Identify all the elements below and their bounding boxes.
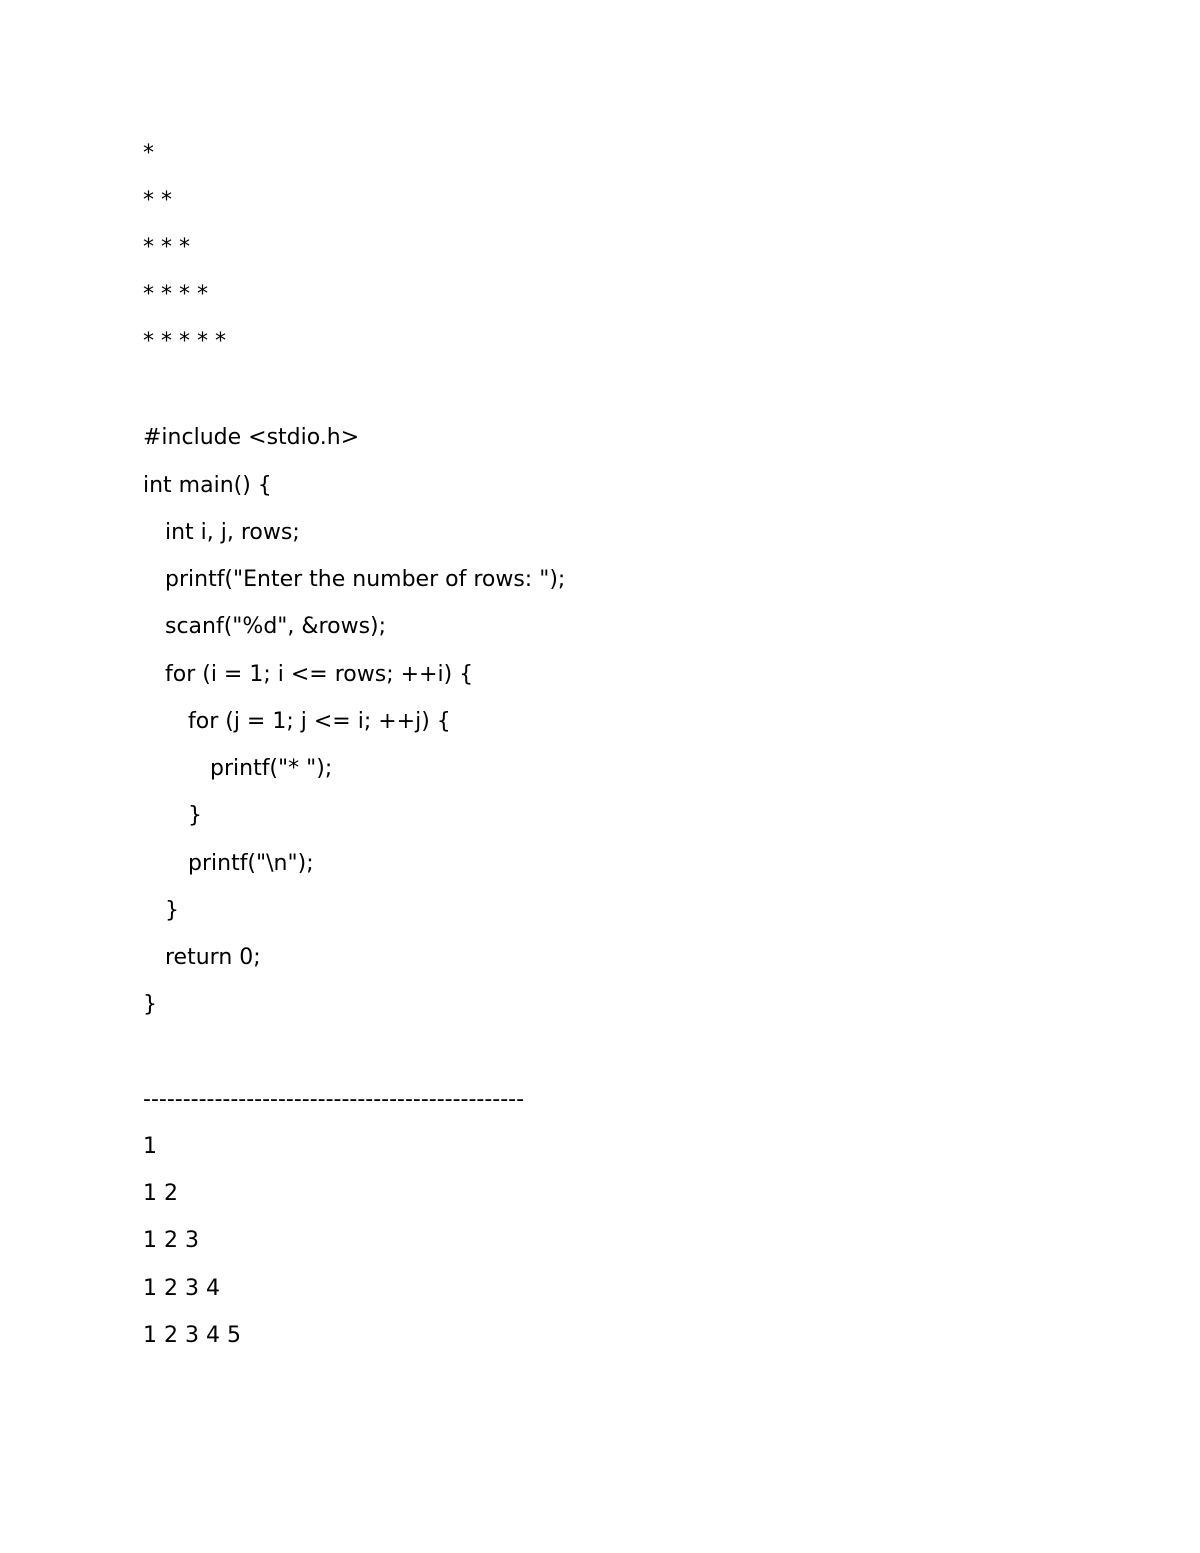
code-main-open: int main() { [143, 473, 272, 498]
separator-line: ------------------------------------------------ [143, 1087, 525, 1112]
number-row-5: 1 2 3 4 5 [143, 1323, 241, 1348]
code-print-star: printf("* "); [210, 756, 333, 781]
code-outer-for: for (i = 1; i <= rows; ++i) { [165, 662, 474, 687]
star-row-5: * * * * * [143, 329, 226, 354]
star-row-4: * * * * [143, 282, 208, 307]
star-row-1: * [143, 141, 154, 166]
number-row-1: 1 [143, 1134, 157, 1159]
code-declaration: int i, j, rows; [165, 520, 300, 545]
star-row-3: * * * [143, 235, 190, 260]
number-row-2: 1 2 [143, 1181, 178, 1206]
code-prompt: printf("Enter the number of rows: "); [165, 567, 566, 592]
code-print-newline: printf("\n"); [188, 851, 314, 876]
code-scanf: scanf("%d", &rows); [165, 614, 387, 639]
code-inner-close: } [188, 803, 202, 828]
number-row-3: 1 2 3 [143, 1228, 199, 1253]
code-include: #include <stdio.h> [143, 425, 360, 450]
code-inner-for: for (j = 1; j <= i; ++j) { [188, 709, 451, 734]
star-row-2: * * [143, 188, 172, 213]
code-outer-close: } [165, 898, 179, 923]
number-row-4: 1 2 3 4 [143, 1276, 220, 1301]
code-main-close: } [143, 992, 157, 1017]
code-return: return 0; [165, 945, 261, 970]
